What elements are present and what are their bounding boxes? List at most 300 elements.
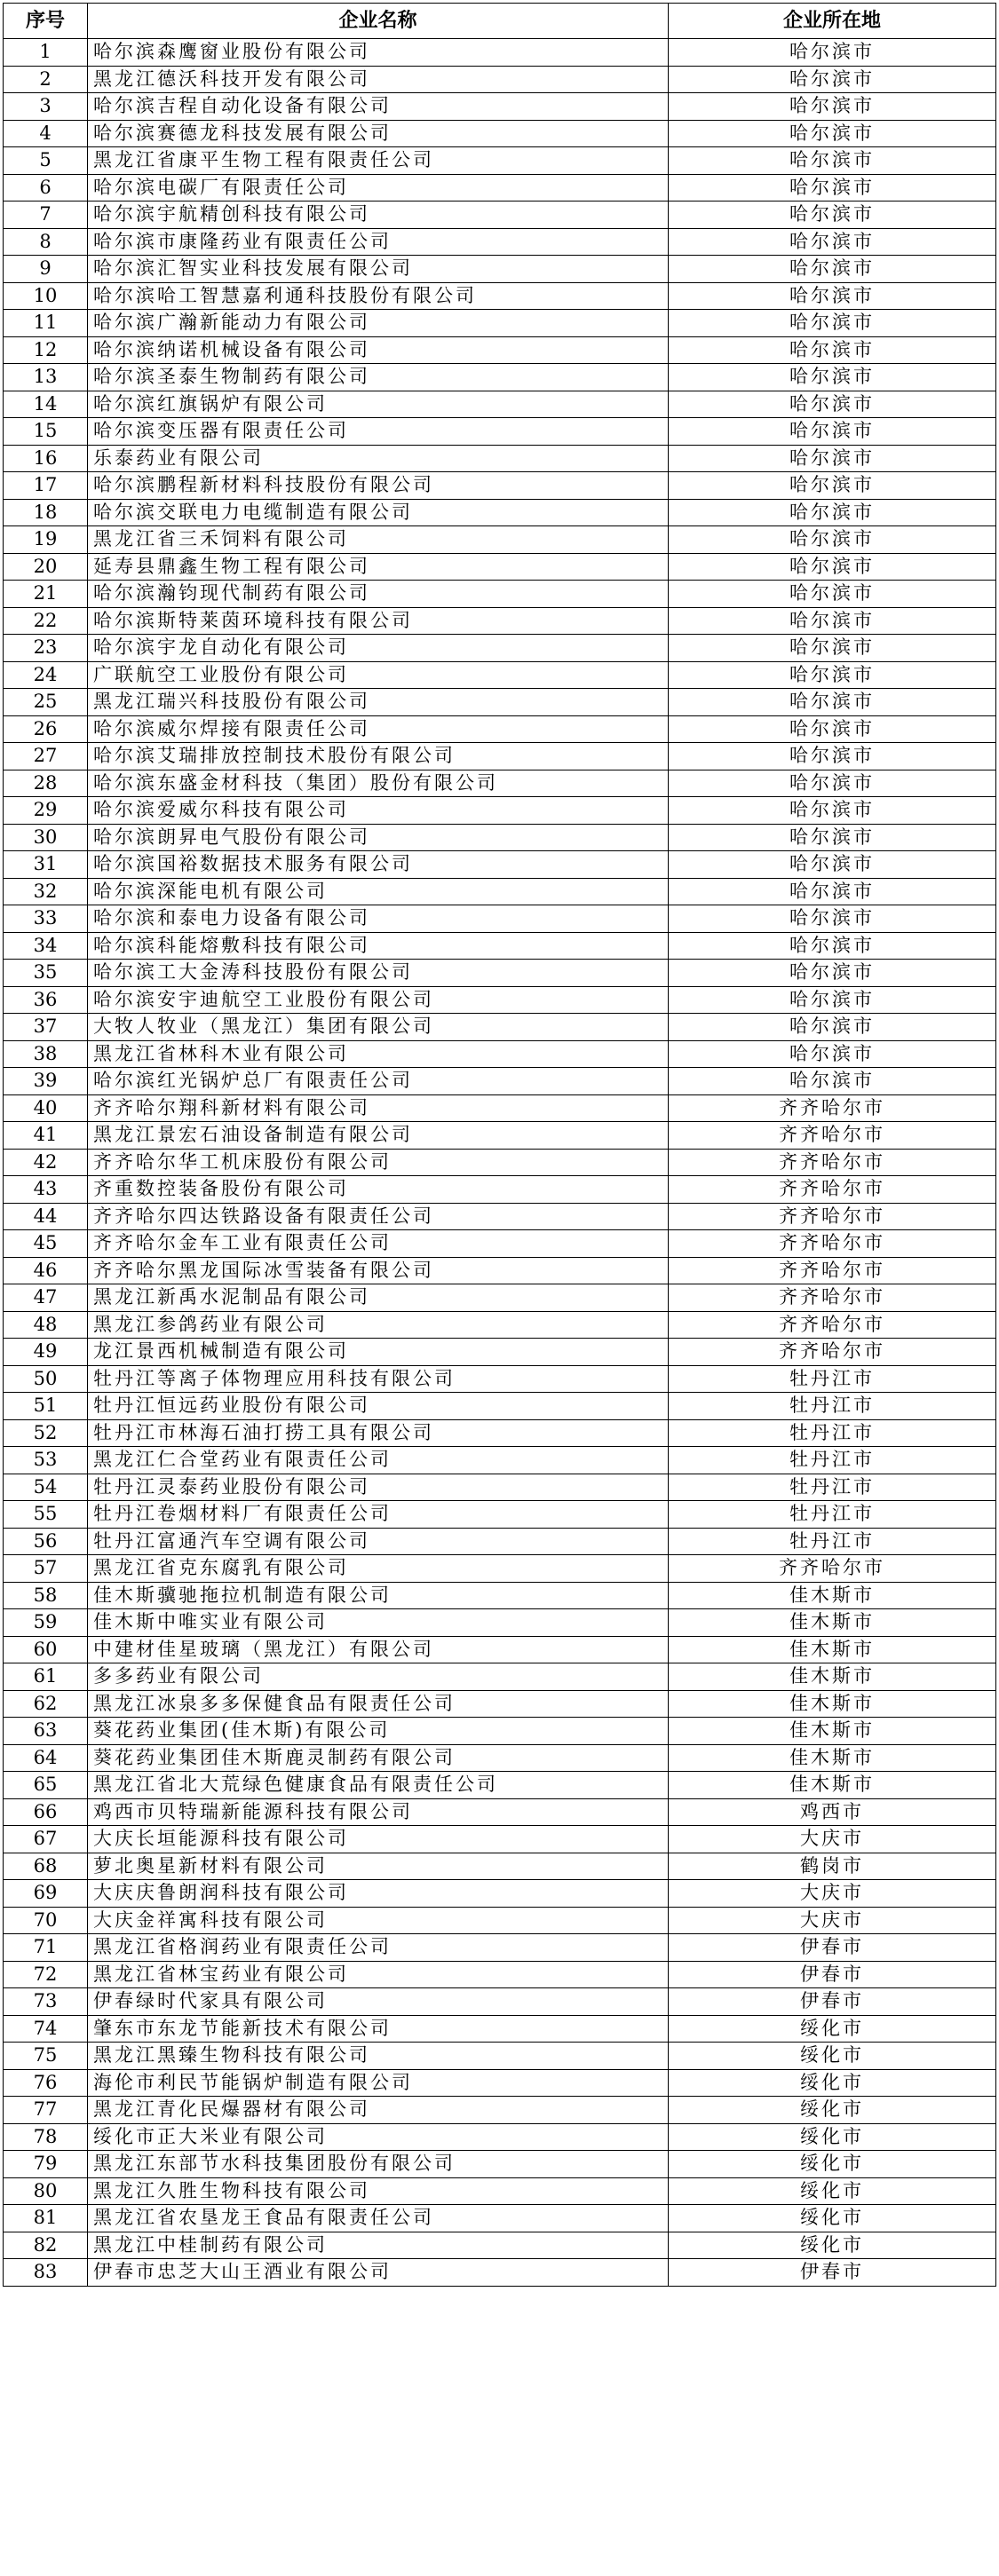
company-name-cell: 肇东市东龙节能新技术有限公司 <box>88 2015 669 2043</box>
table-row <box>4 607 996 635</box>
company-name-cell: 黑龙江省北大荒绿色健康食品有限责任公司 <box>88 1772 669 1799</box>
table-row <box>4 2097 996 2124</box>
table-row <box>4 905 996 933</box>
table-row <box>4 2151 996 2178</box>
company-name-cell: 哈尔滨斯特莱茵环境科技有限公司 <box>88 607 669 635</box>
company-city-cell: 哈尔滨市 <box>669 960 996 987</box>
row-number-cell: 67 <box>4 1826 88 1853</box>
company-name-cell: 哈尔滨科能熔敷科技有限公司 <box>88 932 669 960</box>
table-row <box>4 1988 996 2016</box>
table-row <box>4 310 996 337</box>
table-row <box>4 743 996 770</box>
company-city-cell: 哈尔滨市 <box>669 201 996 229</box>
row-number-cell: 22 <box>4 607 88 635</box>
row-number-cell: 59 <box>4 1609 88 1637</box>
company-name-cell: 大庆长垣能源科技有限公司 <box>88 1826 669 1853</box>
row-number-cell: 6 <box>4 174 88 201</box>
row-number-cell: 29 <box>4 797 88 825</box>
company-name-cell: 哈尔滨电碳厂有限责任公司 <box>88 174 669 201</box>
company-city-cell: 哈尔滨市 <box>669 851 996 879</box>
company-name-cell: 大庆金祥寓科技有限公司 <box>88 1907 669 1934</box>
company-city-cell: 哈尔滨市 <box>669 174 996 201</box>
table-row <box>4 1122 996 1150</box>
company-name-cell: 绥化市正大米业有限公司 <box>88 2123 669 2151</box>
company-city-cell: 绥化市 <box>669 2232 996 2259</box>
company-city-cell: 哈尔滨市 <box>669 1068 996 1095</box>
company-city-cell: 齐齐哈尔市 <box>669 1339 996 1366</box>
company-name-cell: 大庆庆鲁朗润科技有限公司 <box>88 1880 669 1908</box>
row-number-cell: 81 <box>4 2205 88 2232</box>
row-number-cell: 53 <box>4 1447 88 1474</box>
company-city-cell: 牡丹江市 <box>669 1474 996 1501</box>
row-number-cell: 15 <box>4 418 88 446</box>
row-number-cell: 44 <box>4 1203 88 1230</box>
row-number-cell: 63 <box>4 1718 88 1745</box>
table-row <box>4 1934 996 1962</box>
row-number-cell: 14 <box>4 391 88 418</box>
table-body <box>4 39 996 2287</box>
row-number-cell: 3 <box>4 93 88 121</box>
row-number-cell: 32 <box>4 878 88 905</box>
company-name-cell: 牡丹江卷烟材料厂有限责任公司 <box>88 1501 669 1529</box>
company-city-cell: 齐齐哈尔市 <box>669 1311 996 1339</box>
company-city-cell: 齐齐哈尔市 <box>669 1203 996 1230</box>
company-name-cell: 黑龙江青化民爆器材有限公司 <box>88 2097 669 2124</box>
row-number-cell: 43 <box>4 1176 88 1204</box>
company-city-cell: 齐齐哈尔市 <box>669 1176 996 1204</box>
table-row <box>4 66 996 93</box>
company-city-cell: 鹤岗市 <box>669 1853 996 1880</box>
company-name-cell: 黑龙江东部节水科技集团股份有限公司 <box>88 2151 669 2178</box>
row-number-cell: 65 <box>4 1772 88 1799</box>
company-city-cell: 哈尔滨市 <box>669 878 996 905</box>
company-city-cell: 齐齐哈尔市 <box>669 1555 996 1583</box>
company-city-cell: 鸡西市 <box>669 1798 996 1826</box>
table-row <box>4 201 996 229</box>
company-name-cell: 鸡西市贝特瑞新能源科技有限公司 <box>88 1798 669 1826</box>
company-name-cell: 牡丹江灵泰药业股份有限公司 <box>88 1474 669 1501</box>
company-city-cell: 哈尔滨市 <box>669 797 996 825</box>
table-row <box>4 932 996 960</box>
company-city-cell: 哈尔滨市 <box>669 581 996 608</box>
row-number-cell: 60 <box>4 1636 88 1663</box>
row-number-cell: 54 <box>4 1474 88 1501</box>
table-row <box>4 1501 996 1529</box>
table-row <box>4 526 996 554</box>
company-name-cell: 齐重数控装备股份有限公司 <box>88 1176 669 1204</box>
company-city-cell: 哈尔滨市 <box>669 445 996 472</box>
row-number-cell: 23 <box>4 635 88 662</box>
table-row <box>4 1203 996 1230</box>
table-row <box>4 1772 996 1799</box>
company-city-cell: 佳木斯市 <box>669 1772 996 1799</box>
row-number-cell: 1 <box>4 39 88 67</box>
table-row <box>4 1419 996 1447</box>
row-number-cell: 78 <box>4 2123 88 2151</box>
table-row <box>4 1474 996 1501</box>
company-name-cell: 齐齐哈尔华工机床股份有限公司 <box>88 1149 669 1176</box>
table-row <box>4 878 996 905</box>
company-city-cell: 牡丹江市 <box>669 1365 996 1393</box>
company-city-cell: 哈尔滨市 <box>669 310 996 337</box>
row-number-cell: 36 <box>4 986 88 1014</box>
table-row <box>4 635 996 662</box>
company-name-cell: 黑龙江景宏石油设备制造有限公司 <box>88 1122 669 1150</box>
company-name-cell: 哈尔滨深能电机有限公司 <box>88 878 669 905</box>
company-name-cell: 哈尔滨鹏程新材料科技股份有限公司 <box>88 472 669 500</box>
company-name-cell: 黑龙江省康平生物工程有限责任公司 <box>88 147 669 175</box>
row-number-cell: 11 <box>4 310 88 337</box>
company-name-cell: 哈尔滨红光锅炉总厂有限责任公司 <box>88 1068 669 1095</box>
company-name-cell: 牡丹江市林海石油打捞工具有限公司 <box>88 1419 669 1447</box>
table-row <box>4 1014 996 1041</box>
company-name-cell: 哈尔滨吉程自动化设备有限公司 <box>88 93 669 121</box>
company-city-cell: 哈尔滨市 <box>669 391 996 418</box>
row-number-cell: 69 <box>4 1880 88 1908</box>
company-name-cell: 哈尔滨圣泰生物制药有限公司 <box>88 364 669 391</box>
table-row <box>4 174 996 201</box>
company-city-cell: 哈尔滨市 <box>669 526 996 554</box>
company-name-cell: 黑龙江新禹水泥制品有限公司 <box>88 1284 669 1312</box>
company-city-cell: 绥化市 <box>669 2205 996 2232</box>
table-row <box>4 1744 996 1772</box>
company-city-cell: 牡丹江市 <box>669 1393 996 1420</box>
company-name-cell: 大牧人牧业（黑龙江）集团有限公司 <box>88 1014 669 1041</box>
company-name-cell: 齐齐哈尔黑龙国际冰雪装备有限公司 <box>88 1257 669 1284</box>
company-name-cell: 哈尔滨森鹰窗业股份有限公司 <box>88 39 669 67</box>
table-row <box>4 1907 996 1934</box>
company-name-cell: 黑龙江省林宝药业有限公司 <box>88 1961 669 1988</box>
table-row <box>4 2015 996 2043</box>
company-city-cell: 佳木斯市 <box>669 1718 996 1745</box>
row-number-cell: 2 <box>4 66 88 93</box>
table-row <box>4 1690 996 1718</box>
company-city-cell: 牡丹江市 <box>669 1447 996 1474</box>
row-number-cell: 33 <box>4 905 88 933</box>
table-row <box>4 2177 996 2205</box>
company-city-cell: 哈尔滨市 <box>669 824 996 851</box>
company-name-cell: 萝北奥星新材料有限公司 <box>88 1853 669 1880</box>
company-name-cell: 哈尔滨交联电力电缆制造有限公司 <box>88 499 669 526</box>
row-number-cell: 28 <box>4 770 88 797</box>
company-name-cell: 黑龙江中桂制药有限公司 <box>88 2232 669 2259</box>
company-name-cell: 海伦市利民节能锅炉制造有限公司 <box>88 2069 669 2097</box>
company-city-cell: 牡丹江市 <box>669 1501 996 1529</box>
table-row <box>4 1718 996 1745</box>
row-number-cell: 64 <box>4 1744 88 1772</box>
row-number-cell: 46 <box>4 1257 88 1284</box>
header-no: 序号 <box>4 4 88 39</box>
row-number-cell: 51 <box>4 1393 88 1420</box>
header-city: 企业所在地 <box>669 4 996 39</box>
company-name-cell: 黑龙江瑞兴科技股份有限公司 <box>88 689 669 716</box>
row-number-cell: 9 <box>4 256 88 283</box>
row-number-cell: 21 <box>4 581 88 608</box>
row-number-cell: 50 <box>4 1365 88 1393</box>
row-number-cell: 8 <box>4 228 88 256</box>
table-row <box>4 960 996 987</box>
company-city-cell: 哈尔滨市 <box>669 743 996 770</box>
company-city-cell: 佳木斯市 <box>669 1582 996 1609</box>
company-city-cell: 齐齐哈尔市 <box>669 1284 996 1312</box>
company-name-cell: 齐齐哈尔金车工业有限责任公司 <box>88 1230 669 1258</box>
company-name-cell: 佳木斯中唯实业有限公司 <box>88 1609 669 1637</box>
company-name-cell: 哈尔滨赛德龙科技发展有限公司 <box>88 120 669 147</box>
table-row <box>4 1284 996 1312</box>
company-name-cell: 哈尔滨纳诺机械设备有限公司 <box>88 336 669 364</box>
company-name-cell: 牡丹江等离子体物理应用科技有限公司 <box>88 1365 669 1393</box>
company-name-cell: 黑龙江参鸽药业有限公司 <box>88 1311 669 1339</box>
row-number-cell: 71 <box>4 1934 88 1962</box>
row-number-cell: 25 <box>4 689 88 716</box>
company-name-cell: 哈尔滨汇智实业科技发展有限公司 <box>88 256 669 283</box>
company-name-cell: 黑龙江黑臻生物科技有限公司 <box>88 2043 669 2070</box>
table-row <box>4 1339 996 1366</box>
company-name-cell: 葵花药业集团佳木斯鹿灵制药有限公司 <box>88 1744 669 1772</box>
company-name-cell: 中建材佳星玻璃（黑龙江）有限公司 <box>88 1636 669 1663</box>
table-row <box>4 1393 996 1420</box>
table-row <box>4 228 996 256</box>
row-number-cell: 26 <box>4 715 88 743</box>
company-name-cell: 黑龙江省农垦龙王食品有限责任公司 <box>88 2205 669 2232</box>
table-row <box>4 472 996 500</box>
row-number-cell: 7 <box>4 201 88 229</box>
row-number-cell: 56 <box>4 1528 88 1555</box>
company-name-cell: 哈尔滨威尔焊接有限责任公司 <box>88 715 669 743</box>
row-number-cell: 73 <box>4 1988 88 2016</box>
row-number-cell: 30 <box>4 824 88 851</box>
company-name-cell: 多多药业有限公司 <box>88 1663 669 1691</box>
company-city-cell: 齐齐哈尔市 <box>669 1122 996 1150</box>
company-name-cell: 哈尔滨国裕数据技术服务有限公司 <box>88 851 669 879</box>
company-city-cell: 哈尔滨市 <box>669 635 996 662</box>
company-city-cell: 哈尔滨市 <box>669 986 996 1014</box>
company-city-cell: 哈尔滨市 <box>669 147 996 175</box>
company-city-cell: 绥化市 <box>669 2069 996 2097</box>
table-row <box>4 553 996 581</box>
table-row <box>4 2232 996 2259</box>
row-number-cell: 61 <box>4 1663 88 1691</box>
company-city-cell: 绥化市 <box>669 2015 996 2043</box>
row-number-cell: 27 <box>4 743 88 770</box>
table-row <box>4 1636 996 1663</box>
table-row <box>4 770 996 797</box>
company-city-cell: 绥化市 <box>669 2097 996 2124</box>
company-city-cell: 齐齐哈尔市 <box>669 1149 996 1176</box>
company-city-cell: 佳木斯市 <box>669 1636 996 1663</box>
company-city-cell: 哈尔滨市 <box>669 499 996 526</box>
table-row <box>4 445 996 472</box>
table-row <box>4 661 996 689</box>
company-name-cell: 哈尔滨变压器有限责任公司 <box>88 418 669 446</box>
company-city-cell: 牡丹江市 <box>669 1528 996 1555</box>
table-row <box>4 1176 996 1204</box>
company-city-cell: 伊春市 <box>669 1961 996 1988</box>
company-name-cell: 黑龙江省格润药业有限责任公司 <box>88 1934 669 1962</box>
company-name-cell: 黑龙江省林科木业有限公司 <box>88 1040 669 1068</box>
company-city-cell: 哈尔滨市 <box>669 661 996 689</box>
row-number-cell: 68 <box>4 1853 88 1880</box>
company-city-cell: 伊春市 <box>669 1934 996 1962</box>
table-row <box>4 689 996 716</box>
company-name-cell: 黑龙江德沃科技开发有限公司 <box>88 66 669 93</box>
company-name-cell: 哈尔滨宇龙自动化有限公司 <box>88 635 669 662</box>
table-row <box>4 147 996 175</box>
table-row <box>4 1311 996 1339</box>
row-number-cell: 40 <box>4 1094 88 1122</box>
table-row <box>4 364 996 391</box>
company-city-cell: 齐齐哈尔市 <box>669 1094 996 1122</box>
company-name-cell: 伊春市忠芝大山王酒业有限公司 <box>88 2259 669 2287</box>
company-city-cell: 佳木斯市 <box>669 1663 996 1691</box>
table-row <box>4 2043 996 2070</box>
company-city-cell: 哈尔滨市 <box>669 120 996 147</box>
company-city-cell: 佳木斯市 <box>669 1744 996 1772</box>
table-row <box>4 1040 996 1068</box>
table-row <box>4 824 996 851</box>
company-name-cell: 黑龙江省三禾饲料有限公司 <box>88 526 669 554</box>
row-number-cell: 10 <box>4 282 88 310</box>
row-number-cell: 77 <box>4 2097 88 2124</box>
company-name-cell: 牡丹江富通汽车空调有限公司 <box>88 1528 669 1555</box>
row-number-cell: 18 <box>4 499 88 526</box>
row-number-cell: 72 <box>4 1961 88 1988</box>
row-number-cell: 41 <box>4 1122 88 1150</box>
row-number-cell: 79 <box>4 2151 88 2178</box>
row-number-cell: 38 <box>4 1040 88 1068</box>
company-name-cell: 黑龙江省克东腐乳有限公司 <box>88 1555 669 1583</box>
company-city-cell: 哈尔滨市 <box>669 39 996 67</box>
table-row <box>4 1609 996 1637</box>
row-number-cell: 17 <box>4 472 88 500</box>
company-city-cell: 哈尔滨市 <box>669 932 996 960</box>
table-row <box>4 256 996 283</box>
company-city-cell: 牡丹江市 <box>669 1419 996 1447</box>
row-number-cell: 5 <box>4 147 88 175</box>
row-number-cell: 34 <box>4 932 88 960</box>
company-city-cell: 哈尔滨市 <box>669 66 996 93</box>
row-number-cell: 74 <box>4 2015 88 2043</box>
table-row <box>4 418 996 446</box>
table-row <box>4 1528 996 1555</box>
company-name-cell: 哈尔滨红旗锅炉有限公司 <box>88 391 669 418</box>
row-number-cell: 52 <box>4 1419 88 1447</box>
header-name: 企业名称 <box>88 4 669 39</box>
row-number-cell: 58 <box>4 1582 88 1609</box>
row-number-cell: 45 <box>4 1230 88 1258</box>
enterprise-table <box>3 3 996 2287</box>
row-number-cell: 24 <box>4 661 88 689</box>
row-number-cell: 16 <box>4 445 88 472</box>
row-number-cell: 66 <box>4 1798 88 1826</box>
table-row <box>4 1555 996 1583</box>
table-row <box>4 2069 996 2097</box>
company-name-cell: 齐齐哈尔四达铁路设备有限责任公司 <box>88 1203 669 1230</box>
table-row <box>4 93 996 121</box>
row-number-cell: 35 <box>4 960 88 987</box>
table-row <box>4 1365 996 1393</box>
row-number-cell: 70 <box>4 1907 88 1934</box>
table-row <box>4 2259 996 2287</box>
company-name-cell: 伊春绿时代家具有限公司 <box>88 1988 669 2016</box>
row-number-cell: 47 <box>4 1284 88 1312</box>
table-row <box>4 797 996 825</box>
row-number-cell: 48 <box>4 1311 88 1339</box>
company-city-cell: 伊春市 <box>669 1988 996 2016</box>
row-number-cell: 37 <box>4 1014 88 1041</box>
row-number-cell: 82 <box>4 2232 88 2259</box>
company-name-cell: 牡丹江恒远药业股份有限公司 <box>88 1393 669 1420</box>
company-city-cell: 佳木斯市 <box>669 1690 996 1718</box>
company-name-cell: 哈尔滨朗昇电气股份有限公司 <box>88 824 669 851</box>
company-city-cell: 绥化市 <box>669 2151 996 2178</box>
company-city-cell: 大庆市 <box>669 1826 996 1853</box>
company-city-cell: 哈尔滨市 <box>669 905 996 933</box>
table-row <box>4 1663 996 1691</box>
company-name-cell: 佳木斯骥驰拖拉机制造有限公司 <box>88 1582 669 1609</box>
row-number-cell: 57 <box>4 1555 88 1583</box>
row-number-cell: 76 <box>4 2069 88 2097</box>
table-row <box>4 1447 996 1474</box>
company-name-cell: 哈尔滨安宇迪航空工业股份有限公司 <box>88 986 669 1014</box>
table-row <box>4 986 996 1014</box>
row-number-cell: 4 <box>4 120 88 147</box>
table-row <box>4 336 996 364</box>
row-number-cell: 55 <box>4 1501 88 1529</box>
row-number-cell: 12 <box>4 336 88 364</box>
company-city-cell: 伊春市 <box>669 2259 996 2287</box>
table-row <box>4 581 996 608</box>
table-row <box>4 1961 996 1988</box>
company-city-cell: 哈尔滨市 <box>669 553 996 581</box>
company-city-cell: 哈尔滨市 <box>669 256 996 283</box>
company-city-cell: 哈尔滨市 <box>669 228 996 256</box>
table-row <box>4 1826 996 1853</box>
company-name-cell: 哈尔滨市康隆药业有限责任公司 <box>88 228 669 256</box>
table-row <box>4 1853 996 1880</box>
row-number-cell: 19 <box>4 526 88 554</box>
table-row <box>4 2205 996 2232</box>
company-name-cell: 哈尔滨工大金涛科技股份有限公司 <box>88 960 669 987</box>
company-name-cell: 葵花药业集团(佳木斯)有限公司 <box>88 1718 669 1745</box>
company-city-cell: 哈尔滨市 <box>669 715 996 743</box>
company-city-cell: 哈尔滨市 <box>669 1040 996 1068</box>
row-number-cell: 80 <box>4 2177 88 2205</box>
company-city-cell: 齐齐哈尔市 <box>669 1257 996 1284</box>
company-name-cell: 乐泰药业有限公司 <box>88 445 669 472</box>
company-city-cell: 哈尔滨市 <box>669 770 996 797</box>
row-number-cell: 31 <box>4 851 88 879</box>
company-name-cell: 龙江景西机械制造有限公司 <box>88 1339 669 1366</box>
table-row <box>4 1582 996 1609</box>
row-number-cell: 49 <box>4 1339 88 1366</box>
table-row <box>4 851 996 879</box>
table-row <box>4 499 996 526</box>
row-number-cell: 39 <box>4 1068 88 1095</box>
company-name-cell: 黑龙江久胜生物科技有限公司 <box>88 2177 669 2205</box>
table-row <box>4 1230 996 1258</box>
table-row <box>4 282 996 310</box>
row-number-cell: 83 <box>4 2259 88 2287</box>
row-number-cell: 42 <box>4 1149 88 1176</box>
table-row <box>4 1094 996 1122</box>
table-row <box>4 2123 996 2151</box>
company-city-cell: 哈尔滨市 <box>669 1014 996 1041</box>
company-name-cell: 广联航空工业股份有限公司 <box>88 661 669 689</box>
company-city-cell: 哈尔滨市 <box>669 336 996 364</box>
company-city-cell: 绥化市 <box>669 2043 996 2070</box>
company-name-cell: 哈尔滨广瀚新能动力有限公司 <box>88 310 669 337</box>
